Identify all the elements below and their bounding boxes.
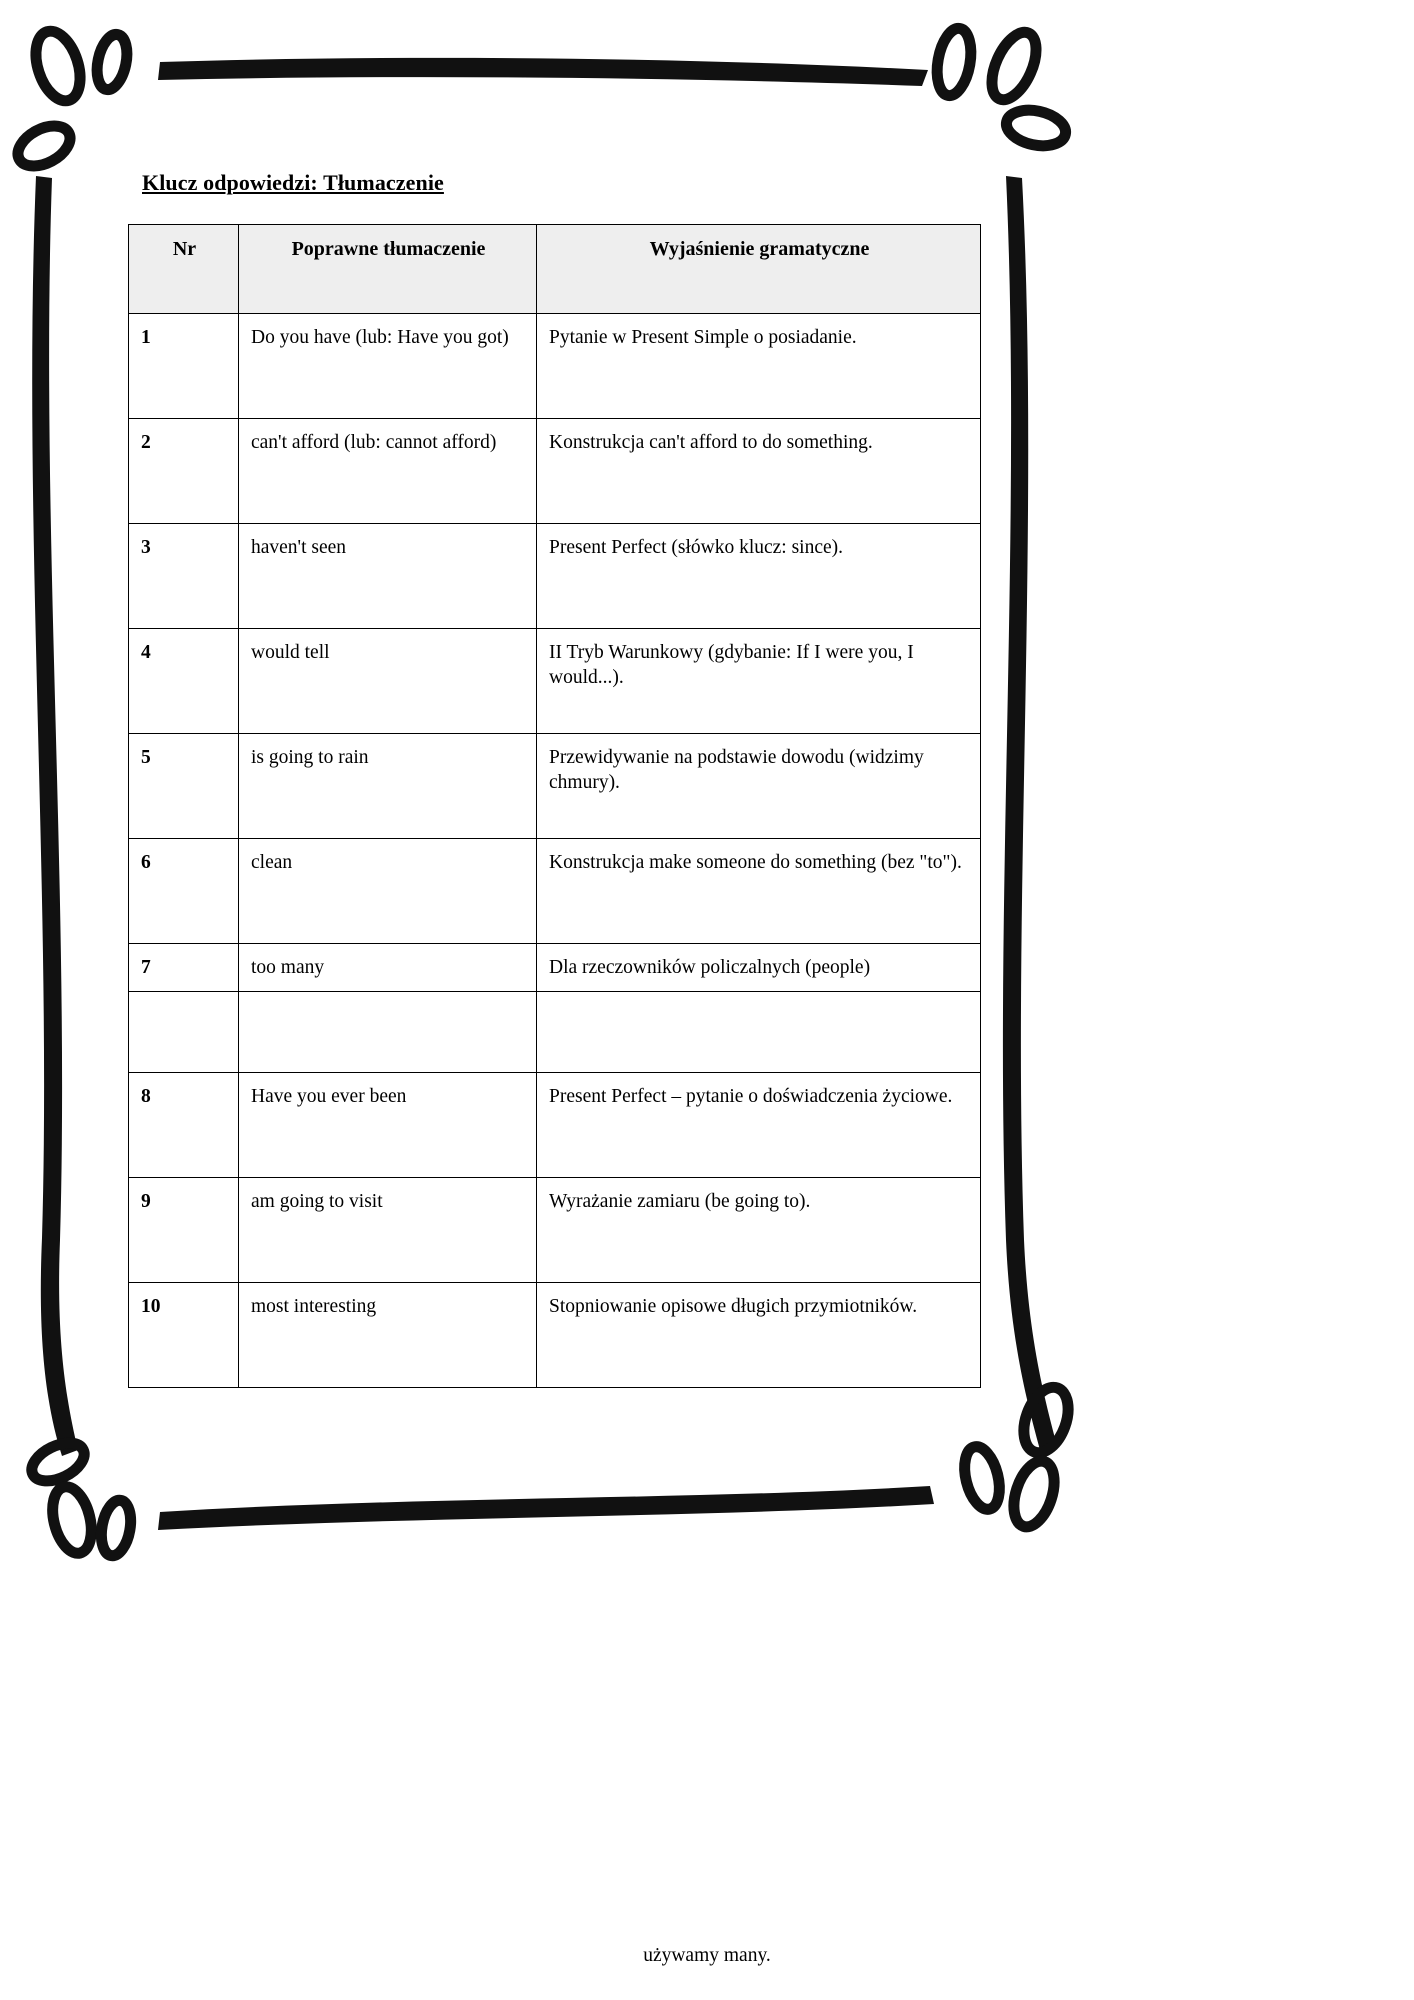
doodle-leaf xyxy=(11,118,76,174)
cell-explanation: Present Perfect – pytanie o doświadczenia życiowe. xyxy=(537,1072,981,1177)
table-row xyxy=(129,1072,981,1177)
cell-number: 2 xyxy=(129,419,239,524)
cell-translation: is going to rain xyxy=(239,734,537,839)
table-row xyxy=(129,734,981,839)
cell-number: 6 xyxy=(129,839,239,944)
column-header-nr: Nr xyxy=(129,225,239,314)
doodle-leaf xyxy=(92,32,131,93)
cell-explanation: Pytanie w Present Simple o posiadanie. xyxy=(537,314,981,419)
table-row xyxy=(129,991,981,1072)
cell-translation: most interesting xyxy=(239,1282,537,1387)
doodle-leaf xyxy=(983,26,1045,106)
cell-explanation: Przewidywanie na podstawie dowodu (widzimy chmury). xyxy=(537,734,981,839)
cell-number: 5 xyxy=(129,734,239,839)
answer-key-table xyxy=(128,224,981,1388)
footer-note: używamy many. xyxy=(643,1945,771,1966)
cell-number: 9 xyxy=(129,1177,239,1282)
top-border-stroke xyxy=(158,58,928,86)
cell-translation: Have you ever been xyxy=(239,1072,537,1177)
cell-explanation: Present Perfect (słówko klucz: since). xyxy=(537,524,981,629)
cell-explanation: Dla rzeczowników policzalnych (people) xyxy=(537,944,981,992)
table-row xyxy=(129,314,981,419)
cell-number xyxy=(129,991,239,1072)
cell-translation: am going to visit xyxy=(239,1177,537,1282)
doodle-leaf xyxy=(1003,105,1069,151)
cell-explanation: Wyrażanie zamiaru (be going to). xyxy=(537,1177,981,1282)
table-row xyxy=(129,524,981,629)
cell-explanation: Stopniowanie opisowe długich przymiotników. xyxy=(537,1282,981,1387)
column-header-translation: Poprawne tłumaczenie xyxy=(239,225,537,314)
doodle-leaf xyxy=(959,1443,1006,1513)
table-row xyxy=(129,1282,981,1387)
cell-number: 10 xyxy=(129,1282,239,1387)
table-row xyxy=(129,839,981,944)
doodle-leaf xyxy=(26,1435,90,1488)
cell-translation: can't afford (lub: cannot afford) xyxy=(239,419,537,524)
cell-translation: Do you have (lub: Have you got) xyxy=(239,314,537,419)
doodle-leaf xyxy=(1016,1381,1077,1459)
table-header-row xyxy=(129,225,981,314)
cell-number: 7 xyxy=(129,944,239,992)
cell-number: 8 xyxy=(129,1072,239,1177)
cell-translation: clean xyxy=(239,839,537,944)
table-row xyxy=(129,629,981,734)
cell-number: 4 xyxy=(129,629,239,734)
table-body xyxy=(129,314,981,1388)
doodle-leaf xyxy=(97,1498,134,1558)
doodle-leaf xyxy=(46,1483,97,1558)
cell-number: 3 xyxy=(129,524,239,629)
cell-translation: haven't seen xyxy=(239,524,537,629)
table-row xyxy=(129,419,981,524)
cell-explanation: Konstrukcja make someone do something (bez "to"). xyxy=(537,839,981,944)
column-header-explanation: Wyjaśnienie gramatyczne xyxy=(537,225,981,314)
cell-explanation xyxy=(537,991,981,1072)
cell-number: 1 xyxy=(129,314,239,419)
bottom-border-stroke xyxy=(158,1486,934,1530)
cell-explanation: Konstrukcja can't afford to do something. xyxy=(537,419,981,524)
doodle-leaf xyxy=(932,26,975,99)
table-row xyxy=(129,1177,981,1282)
left-border-stroke xyxy=(32,176,78,1456)
table-row xyxy=(129,944,981,992)
cell-explanation: II Tryb Warunkowy (gdybanie: If I were you, I would...). xyxy=(537,629,981,734)
right-border-stroke xyxy=(1003,176,1056,1450)
cell-translation xyxy=(239,991,537,1072)
cell-translation: too many xyxy=(239,944,537,992)
answer-key-document xyxy=(128,170,980,1388)
doodle-leaf xyxy=(28,26,88,107)
doodle-leaf xyxy=(1006,1456,1061,1532)
cell-translation: would tell xyxy=(239,629,537,734)
page-title: Klucz odpowiedzi: Tłumaczenie xyxy=(142,170,444,195)
